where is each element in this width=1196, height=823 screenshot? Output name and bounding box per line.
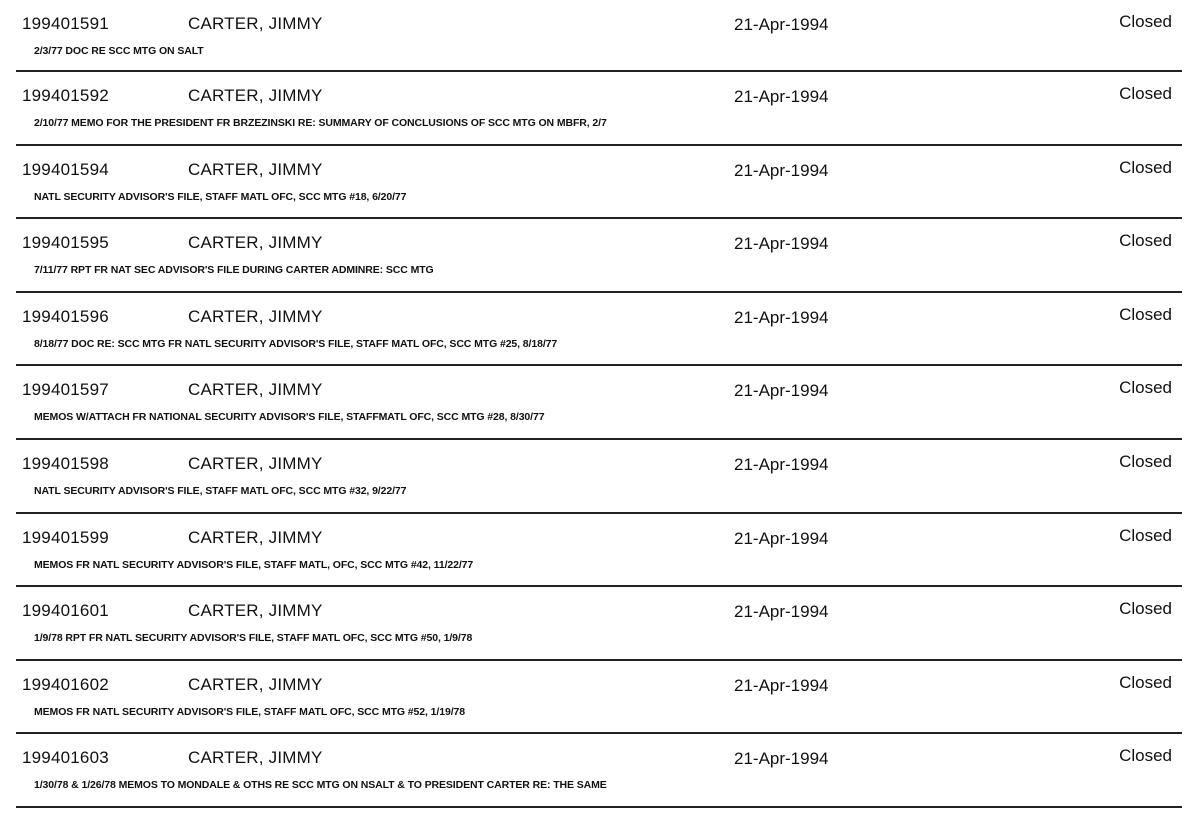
- record-date: 21-Apr-1994: [734, 234, 829, 254]
- record-id: 199401597: [22, 380, 109, 400]
- records-list: [16, 0, 1182, 808]
- record-id: 199401601: [22, 601, 109, 621]
- record-name: CARTER, JIMMY: [188, 527, 323, 547]
- record-id: 199401602: [22, 674, 109, 694]
- record-row: [16, 661, 1182, 735]
- record-row: [16, 293, 1182, 367]
- record-description: 7/11/77 RPT FR NAT SEC ADVISOR'S FILE DURING CARTER ADMINRE: SCC MTG: [34, 264, 434, 277]
- record-id: 199401599: [22, 527, 109, 547]
- record-status: Closed: [1119, 304, 1172, 324]
- record-status: Closed: [1119, 599, 1172, 619]
- record-row: [16, 587, 1182, 661]
- record-status: Closed: [1119, 12, 1172, 31]
- record-status: Closed: [1119, 525, 1172, 545]
- record-status: Closed: [1119, 84, 1172, 103]
- record-description: MEMOS FR NATL SECURITY ADVISOR'S FILE, STAFF MATL OFC, SCC MTG #52, 1/19/78: [34, 705, 465, 718]
- record-id: 199401594: [22, 159, 109, 179]
- record-status: Closed: [1119, 157, 1172, 177]
- record-date: 21-Apr-1994: [734, 381, 829, 401]
- record-description: 1/9/78 RPT FR NATL SECURITY ADVISOR'S FILE, STAFF MATL OFC, SCC MTG #50, 1/9/78: [34, 632, 473, 645]
- record-name: CARTER, JIMMY: [188, 233, 323, 253]
- record-date: 21-Apr-1994: [734, 87, 829, 106]
- record-name: CARTER, JIMMY: [188, 674, 323, 694]
- record-description: 8/18/77 DOC RE: SCC MTG FR NATL SECURITY ADVISOR'S FILE, STAFF MATL OFC, SCC MTG #25, 8/18/77: [34, 337, 558, 350]
- record-name: CARTER, JIMMY: [188, 453, 323, 473]
- record-id: 199401596: [22, 306, 109, 326]
- record-row: [16, 146, 1182, 220]
- record-date: 21-Apr-1994: [734, 528, 829, 548]
- record-description: MEMOS W/ATTACH FR NATIONAL SECURITY ADVISOR'S FILE, STAFFMATL OFC, SCC MTG #28, 8/30/77: [34, 411, 545, 424]
- record-name: CARTER, JIMMY: [188, 306, 323, 326]
- record-status: Closed: [1119, 231, 1172, 251]
- record-description: 1/30/78 & 1/26/78 MEMOS TO MONDALE & OTHS RE SCC MTG ON NSALT & TO PRESIDENT CARTER RE: THE SAME: [34, 779, 607, 792]
- record-status: Closed: [1119, 672, 1172, 692]
- record-id: 199401592: [22, 86, 109, 105]
- record-row: [16, 440, 1182, 514]
- record-name: CARTER, JIMMY: [188, 14, 323, 33]
- record-id: 199401591: [22, 14, 109, 33]
- record-row: [16, 219, 1182, 293]
- record-name: CARTER, JIMMY: [188, 86, 323, 105]
- record-description: NATL SECURITY ADVISOR'S FILE, STAFF MATL OFC, SCC MTG #18, 6/20/77: [34, 190, 407, 203]
- record-status: Closed: [1119, 746, 1172, 766]
- record-name: CARTER, JIMMY: [188, 748, 323, 768]
- record-row: [16, 72, 1182, 146]
- record-name: CARTER, JIMMY: [188, 159, 323, 179]
- record-id: 199401598: [22, 453, 109, 473]
- record-id: 199401595: [22, 233, 109, 253]
- record-description: 2/10/77 MEMO FOR THE PRESIDENT FR BRZEZINSKI RE: SUMMARY OF CONCLUSIONS OF SCC MTG ON MBFR, 2/7: [34, 117, 607, 129]
- record-id: 199401603: [22, 748, 109, 768]
- record-date: 21-Apr-1994: [734, 454, 829, 474]
- record-date: 21-Apr-1994: [734, 307, 829, 327]
- record-name: CARTER, JIMMY: [188, 380, 323, 400]
- record-description: NATL SECURITY ADVISOR'S FILE, STAFF MATL OFC, SCC MTG #32, 9/22/77: [34, 484, 407, 497]
- record-row: [16, 734, 1182, 808]
- record-status: Closed: [1119, 451, 1172, 471]
- record-row: [16, 514, 1182, 588]
- record-date: 21-Apr-1994: [734, 602, 829, 622]
- record-date: 21-Apr-1994: [734, 675, 829, 695]
- record-description: 2/3/77 DOC RE SCC MTG ON SALT: [34, 45, 204, 57]
- record-date: 21-Apr-1994: [734, 160, 829, 180]
- record-name: CARTER, JIMMY: [188, 601, 323, 621]
- record-date: 21-Apr-1994: [734, 15, 829, 34]
- record-status: Closed: [1119, 378, 1172, 398]
- record-description: MEMOS FR NATL SECURITY ADVISOR'S FILE, STAFF MATL, OFC, SCC MTG #42, 11/22/77: [34, 558, 474, 571]
- record-row: [16, 366, 1182, 440]
- record-row: [16, 0, 1182, 72]
- record-date: 21-Apr-1994: [734, 749, 829, 769]
